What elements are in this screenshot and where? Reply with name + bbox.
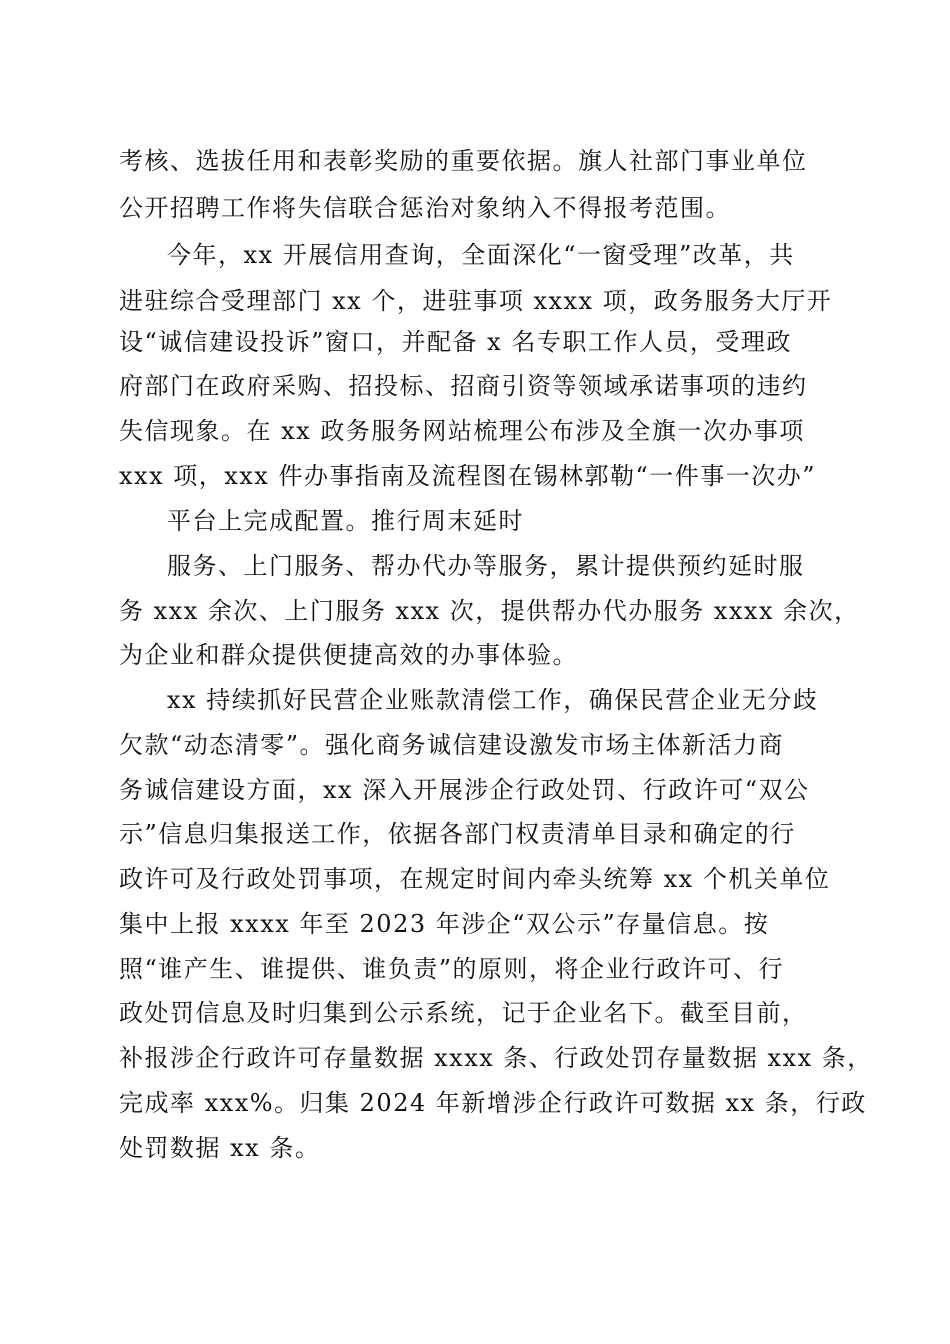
text-line: 示”信息归集报送工作，依据各部门权责清单目录和确定的行: [119, 820, 796, 848]
text-line: 照“谁产生、谁提供、谁负责”的原则，将企业行政许可、行: [119, 955, 785, 983]
text-line: 考核、选拔任用和表彰奖励的重要依据。旗人社部门事业单位: [119, 147, 808, 175]
text-line: 完成率 xxx%。归集 2024 年新增涉企行政许可数据 xx 条，行政: [119, 1089, 867, 1117]
paragraph-start-line: 平台上完成配置。推行周末延时: [167, 507, 524, 535]
text-line: xxx 项，xxx 件办事指南及流程图在锡林郭勒“一件事一次办”: [119, 462, 817, 490]
text-line: 务诚信建设方面，xx 深入开展涉企行政处罚、行政许可“双公: [119, 776, 810, 804]
text-line: 集中上报 xxxx 年至 2023 年涉企“双公示”存量信息。按: [119, 910, 770, 938]
text-line: 设“诚信建设投诉”窗口，并配备 x 名专职工作人员，受理政: [119, 328, 792, 356]
text-line: 失信现象。在 xx 政务服务网站梳理公布涉及全旗一次办事项: [119, 417, 805, 445]
paragraph-start-line: 服务、上门服务、帮办代办等服务，累计提供预约延时服: [167, 552, 805, 580]
text-line: 处罚数据 xx 条。: [119, 1134, 321, 1162]
text-line: 务 xxx 余次、上门服务 xxx 次，提供帮办代办服务 xxxx 余次，: [119, 597, 860, 625]
text-line: 补报涉企行政许可存量数据 xxxx 条、行政处罚存量数据 xxx 条，: [119, 1044, 873, 1072]
text-line: 公开招聘工作将失信联合惩治对象纳入不得报考范围。: [119, 194, 731, 222]
paragraph-start-line: xx 持续抓好民营企业账款清偿工作，确保民营企业无分歧: [167, 686, 819, 714]
text-line: 为企业和群众提供便捷高效的办事体验。: [119, 641, 578, 669]
paragraph-start-line: 今年，xx 开展信用查询，全面深化“一窗受理”改革，共: [167, 241, 795, 269]
text-line: 进驻综合受理部门 xx 个，进驻事项 xxxx 项，政务服务大厅开: [119, 287, 833, 315]
text-line: 欠款“动态清零”。强化商务诚信建设激发市场主体新活力商: [119, 731, 785, 759]
text-line: 政许可及行政处罚事项，在规定时间内牵头统筹 xx 个机关单位: [119, 865, 831, 893]
text-line: 府部门在政府采购、招投标、招商引资等领域承诺事项的违约: [119, 372, 808, 400]
text-line: 政处罚信息及时归集到公示系统，记于企业名下。截至目前，: [119, 999, 808, 1027]
